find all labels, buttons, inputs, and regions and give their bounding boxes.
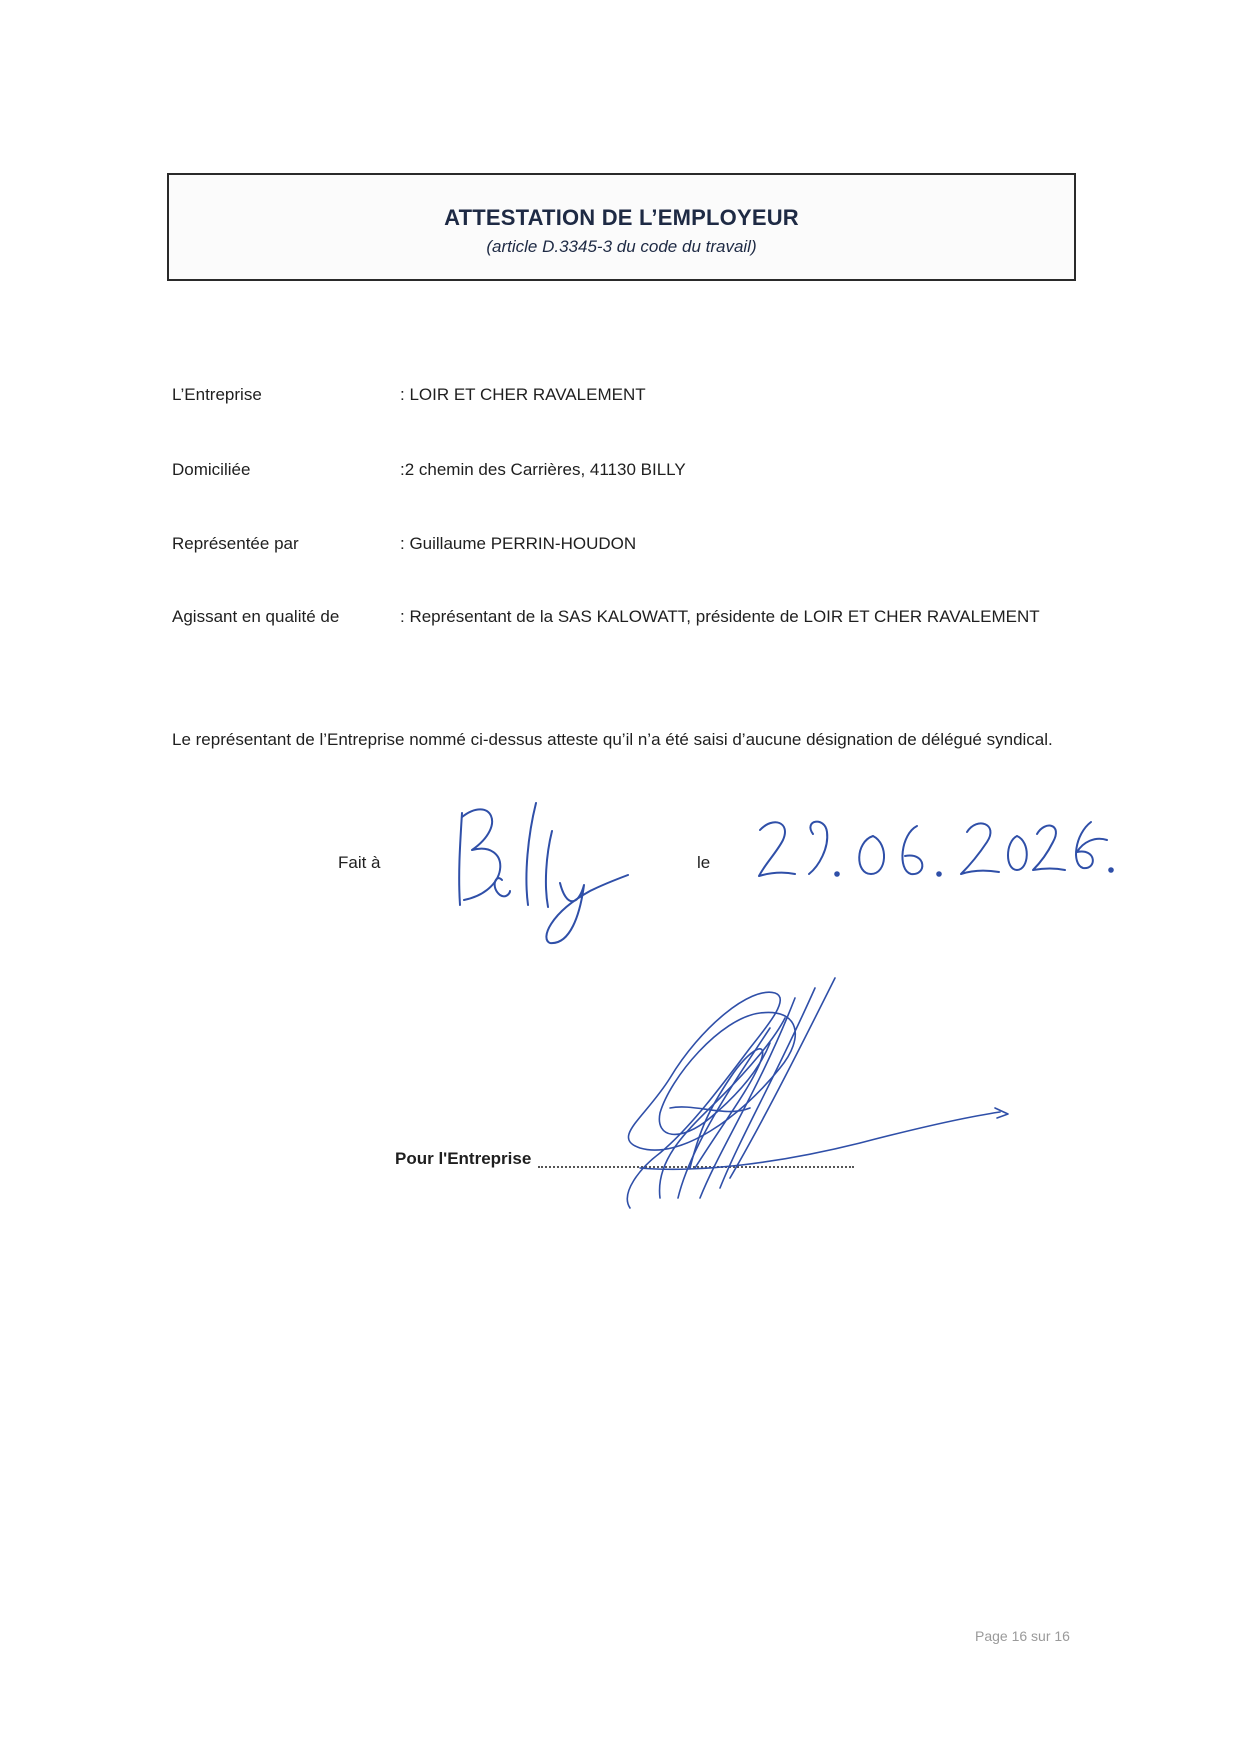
handwritten-date xyxy=(755,812,1115,892)
signature xyxy=(600,968,1070,1213)
title-box xyxy=(167,173,1076,281)
field-label: Domiciliée xyxy=(172,460,251,479)
fait-a-label: Fait à xyxy=(338,853,381,872)
pour-entreprise-label: Pour l'Entreprise xyxy=(395,1149,532,1168)
field-value: : LOIR ET CHER RAVALEMENT xyxy=(400,385,646,404)
field-label: L’Entreprise xyxy=(172,385,262,404)
page-number: Page 16 sur 16 xyxy=(975,1628,1070,1644)
document-subtitle: (article D.3345-3 du code du travail) xyxy=(486,237,757,256)
field-label: Représentée par xyxy=(172,534,299,553)
handwritten-place xyxy=(450,795,635,955)
le-label: le xyxy=(697,853,711,872)
field-value: : Guillaume PERRIN-HOUDON xyxy=(400,534,637,553)
document-title: ATTESTATION DE L’EMPLOYEUR xyxy=(444,205,799,230)
field-value: : Représentant de la SAS KALOWATT, présidente de LOIR ET CHER RAVALEMENT xyxy=(400,607,1040,626)
field-value: :2 chemin des Carrières, 41130 BILLY xyxy=(400,460,686,479)
field-label: Agissant en qualité de xyxy=(172,607,340,626)
attestation-statement: Le représentant de l’Entreprise nommé ci-dessus atteste qu’il n’a été saisi d’aucune désignation de délégué syndical. xyxy=(172,730,1053,749)
